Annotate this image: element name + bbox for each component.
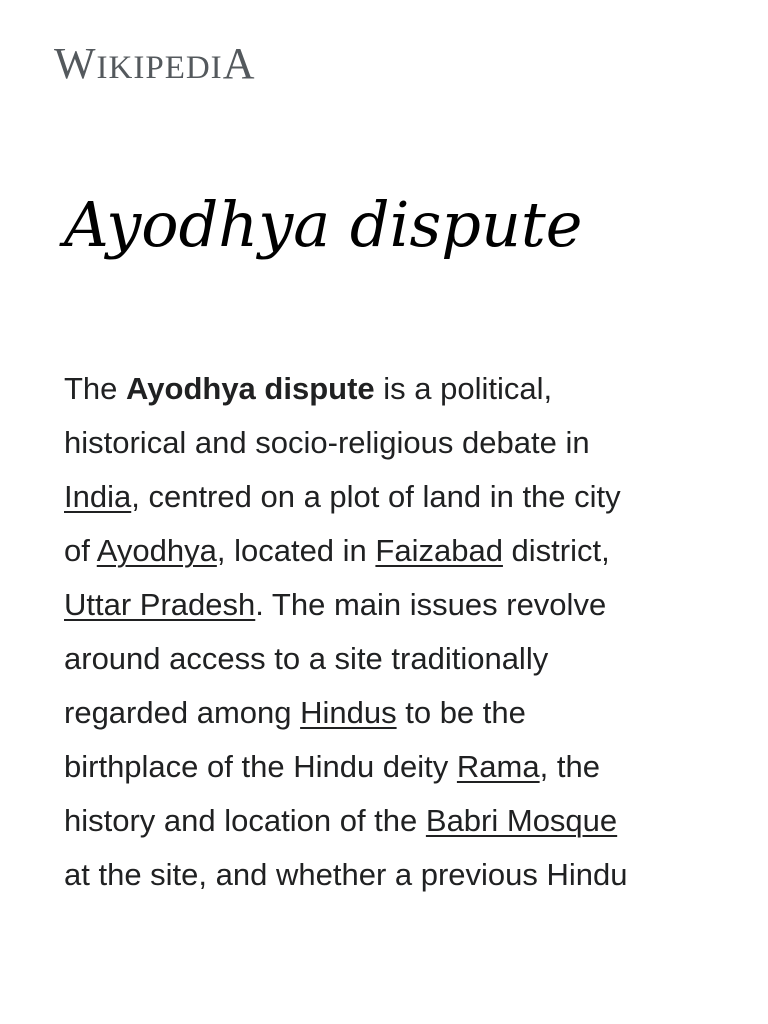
- text-segment: at the site, and whether a previous Hindu: [64, 857, 628, 892]
- text-segment: , the: [539, 749, 600, 784]
- text-segment: , centred on a plot of land in the city: [131, 479, 621, 514]
- text-segment: . The main issues revolve: [255, 587, 607, 622]
- logo-letter-a: A: [222, 39, 256, 88]
- text-segment: The: [64, 371, 127, 406]
- text-segment: district,: [502, 533, 610, 568]
- logo-letters-ikipedi: IKIPEDI: [96, 50, 223, 86]
- link-faizabad[interactable]: Faizabad: [375, 533, 503, 568]
- text-segment: to be the: [396, 695, 526, 730]
- text-segment: regarded among: [64, 695, 301, 730]
- wikipedia-logo[interactable]: [54, 38, 255, 94]
- text-segment: birthplace of the Hindu deity: [64, 749, 457, 784]
- link-uttar-pradesh[interactable]: Uttar Pradesh: [64, 587, 256, 622]
- text-segment: of: [64, 533, 97, 568]
- logo-letter-w: W: [54, 39, 97, 88]
- article-lead-paragraph: [64, 362, 704, 902]
- text-segment: , located in: [216, 533, 376, 568]
- bold-term: Ayodhya dispute: [126, 371, 375, 406]
- link-hindus[interactable]: Hindus: [300, 695, 397, 730]
- link-india[interactable]: India: [64, 479, 132, 514]
- text-segment: is a political,: [374, 371, 553, 406]
- link-rama[interactable]: Rama: [456, 749, 540, 784]
- text-segment: history and location of the: [64, 803, 426, 838]
- text-segment: around access to a site traditionally: [64, 641, 549, 676]
- page-title: Ayodhya dispute: [64, 188, 583, 261]
- link-babri-mosque[interactable]: Babri Mosque: [425, 803, 618, 838]
- text-segment: historical and socio-religious debate in: [64, 425, 590, 460]
- link-ayodhya[interactable]: Ayodhya: [96, 533, 217, 568]
